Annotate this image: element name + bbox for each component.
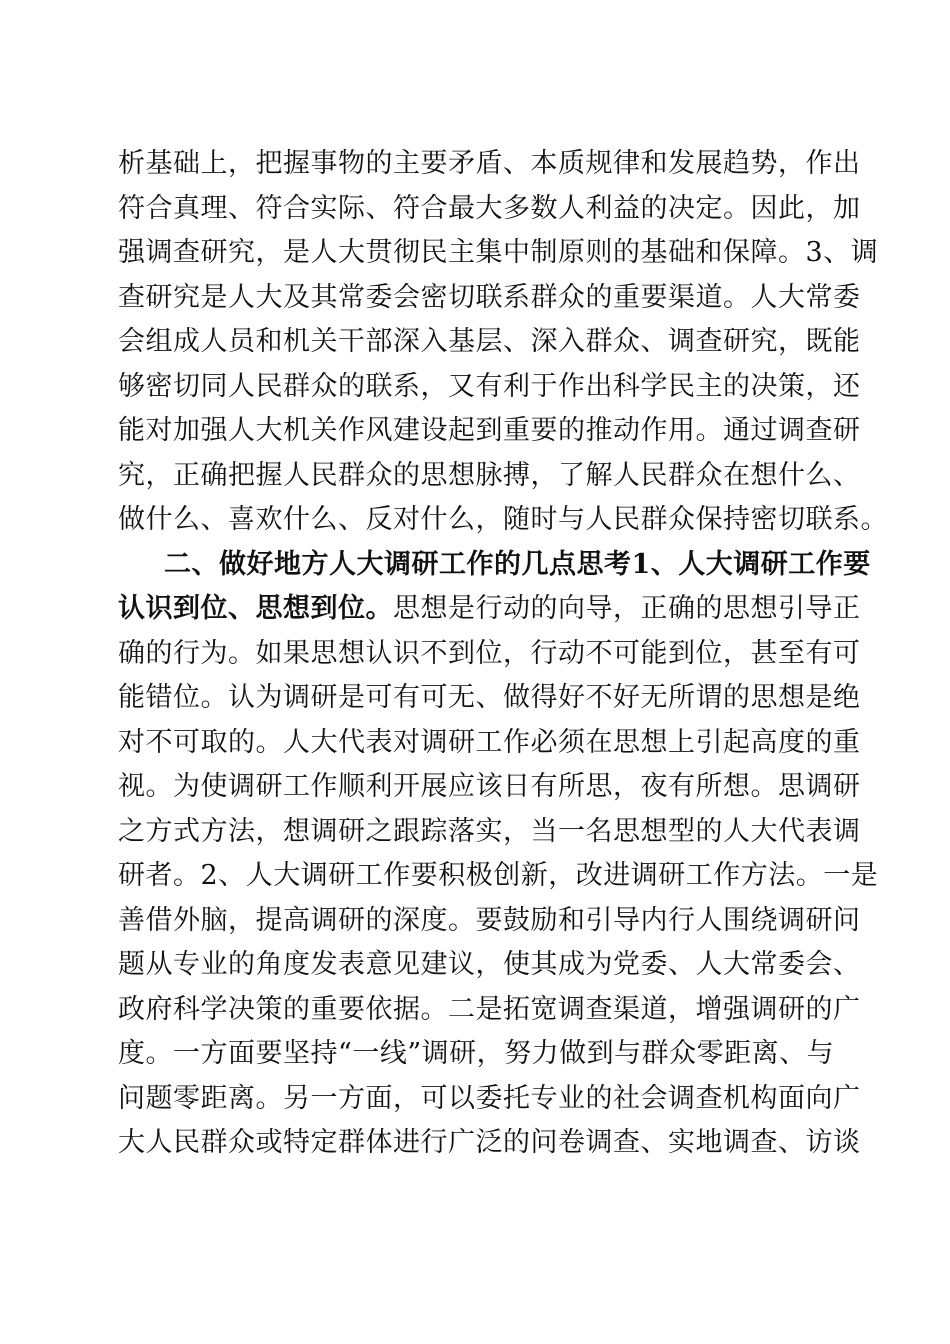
text-line: 能 错 位 。 认 为 调 研 是 可 有 可 无 、 做 得 好 不 好 无 所 谓 的 思 想 是 绝: [118, 682, 861, 713]
text-line: 善 借 外 脑 ， 提 高 调 研 的 深 度 。 要 鼓 励 和 引 导 内 行 人 围 绕 调 研 问: [118, 904, 861, 936]
text-line: 对 不 可 取 的 。 人 大 代 表 对 调 研 工 作 必 须 在 思 想 上 引 起 高 度 的 重: [118, 726, 861, 758]
text-line: 会 组 成 人 员 和 机 关 干 部 深 入 基 层 、 深 入 群 众 、 调 查 研 究 ， 既 能: [118, 326, 861, 357]
text-line: 认 识 到 位 、 思 想 到 位 。 思 想 是 行 动 的 向 导 ， 正 确 的 思 想 引 导 正: [118, 593, 861, 624]
text-line: 析 基 础 上 ， 把 握 事 物 的 主 要 矛 盾 、 本 质 规 律 和 发 展 趋 势 ， 作 出: [118, 148, 861, 179]
text-line: 题 从 专 业 的 角 度 发 表 意 见 建 议 ， 使 其 成 为 党 委 、 人 大 常 委 会 、: [118, 949, 861, 980]
text-line: 能 对 加 强 人 大 机 关 作 风 建 设 起 到 重 要 的 推 动 作 用 。 通 过 调 查 研: [118, 415, 861, 446]
text-line: 符 合 真 理 、 符 合 实 际 、 符 合 最 大 多 数 人 利 益 的 决 定 。 因 此 ， 加: [118, 192, 861, 224]
text-line: 强 调 查 研 究 ， 是 人 大 贯 彻 民 主 集 中 制 原 则 的 基 础 和 保 障 。 3 、 调: [118, 237, 879, 268]
text-line: 确 的 行 为 。 如 果 思 想 认 识 不 到 位 ， 行 动 不 可 能 到 位 ， 甚 至 有 可: [118, 637, 861, 669]
text-line: 究 ， 正 确 把 握 人 民 群 众 的 思 想 脉 搏 ， 了 解 人 民 群 众 在 想 什 么 、: [118, 459, 861, 491]
text-line: 研 者 。 2 、 人 大 调 研 工 作 要 积 极 创 新 ， 改 进 调 研 工 作 方 法 。 一 是: [118, 860, 879, 891]
text-line: 政 府 科 学 决 策 的 重 要 依 据 。 二 是 拓 宽 调 查 渠 道 ， 增 强 调 研 的 广: [118, 993, 861, 1025]
text-line: 做 什 么 、 喜 欢 什 么 、 反 对 什 么 ， 随 时 与 人 民 群 众 保 持 密 切 联 系 。: [118, 504, 888, 535]
text-line: 度 。 一 方 面 要 坚 持 “ 一 线 ” 调 研 ， 努 力 做 到 与 群 众 零 距 离 、 与: [118, 1038, 835, 1069]
text-line: 问 题 零 距 离 。 另 一 方 面 ， 可 以 委 托 专 业 的 社 会 调 查 机 构 面 向 广: [118, 1082, 861, 1114]
text-line: 够 密 切 同 人 民 群 众 的 联 系 ， 又 有 利 于 作 出 科 学 民 主 的 决 策 ， 还: [118, 370, 861, 402]
text-line: 查 研 究 是 人 大 及 其 常 委 会 密 切 联 系 群 众 的 重 要 渠 道 。 人 大 常 委: [118, 281, 861, 313]
text-line: 视 。 为 使 调 研 工 作 顺 利 开 展 应 该 日 有 所 思 ， 夜 有 所 想 。 思 调 研: [118, 771, 861, 802]
text-line: 之 方 式 方 法 ， 想 调 研 之 跟 踪 落 实 ， 当 一 名 思 想 型 的 人 大 代 表 调: [118, 815, 861, 847]
section-heading-line: 二 、 做 好 地 方 人 大 调 研 工 作 的 几 点 思 考 1 、 人 大 调 研 工 作 要: [164, 548, 871, 580]
text-line: 大 人 民 群 众 或 特 定 群 体 进 行 广 泛 的 问 卷 调 查 、 实 地 调 查 、 访 谈: [118, 1127, 861, 1158]
body-text: [118, 142, 888, 1166]
